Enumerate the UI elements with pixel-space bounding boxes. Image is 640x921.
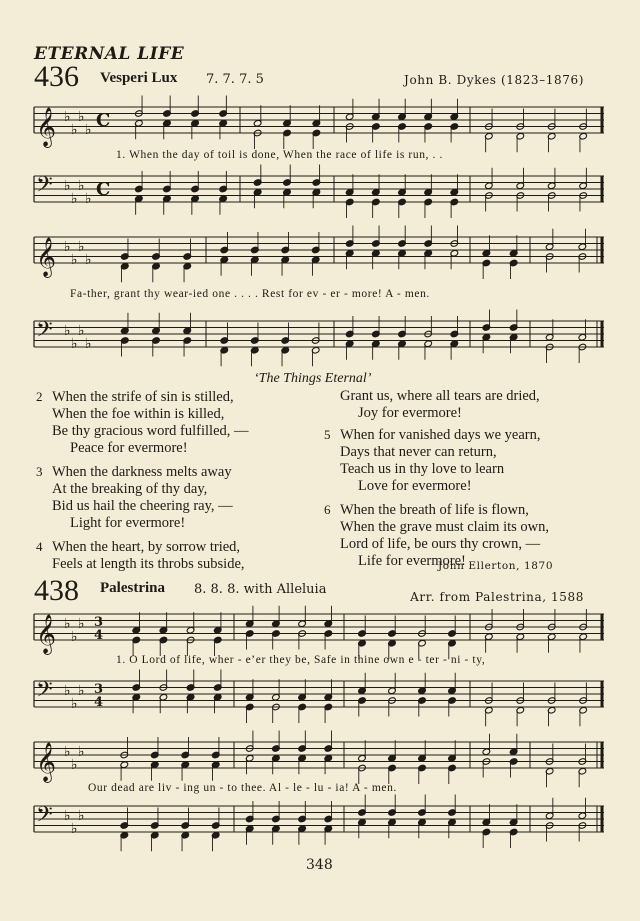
flat-icon: ♭ [71,190,78,207]
flat-icon: ♭ [71,695,78,712]
verse-3: 3 When the darkness melts away At the breaking of thy day, Bid us hail the cheering ray, — Light for evermore! [36,464,233,531]
flat-icon: ♭ [78,108,85,125]
hymn-number-436: 436 [34,60,79,93]
time-signature-top: 3 [94,682,104,697]
flat-icon: ♭ [85,251,92,268]
flat-icon: ♭ [78,743,85,760]
verses-right-column [324,388,549,570]
flat-icon: ♭ [78,238,85,255]
flat-icon: ♭ [64,615,71,632]
composer-438: Arr. from Palestrina, 1588 [410,590,584,604]
time-signature-top: 3 [94,615,104,630]
poem-author: John Ellerton, 1870 [438,560,554,572]
bass-clef-icon: 𝄢 [36,317,53,348]
lyric-438-line1: 1. O Lord of life, wher - e’er they be, Safe in thine own e - ter - ni - ty, [116,654,486,666]
verses-left-column [36,388,249,573]
treble-clef-icon: 𝄞 [36,742,57,782]
treble-clef-icon: 𝄞 [36,237,57,277]
lyric-436-line1: 1. When the day of toil is done, When the race of life is run, . . [116,149,443,161]
flat-icon: ♭ [78,322,85,339]
flat-icon: ♭ [71,820,78,837]
flat-icon: ♭ [64,743,71,760]
lyric-438-line2: Our dead are liv - ing un - to thee. Al - le - lu - ia! A - men. [88,782,397,794]
verse-6: 6 When the breath of life is flown, When the grave must claim its own, Lord of life, be ours thy crown, — Life for evermore! [324,502,549,569]
flat-icon: ♭ [85,335,92,352]
verse-2: 2 When the strife of sin is stilled, When the foe within is killed, Be thy gracious word fulfilled, — Peace for evermore! [36,389,249,456]
bass-clef-icon: 𝄢 [36,677,53,708]
meter-436: 7. 7. 7. 5 [206,72,264,87]
flat-icon: ♭ [78,177,85,194]
section-title: ETERNAL LIFE [34,44,185,64]
flat-icon: ♭ [78,682,85,699]
flat-icon: ♭ [78,807,85,824]
flat-icon: ♭ [78,615,85,632]
bass-clef-icon: 𝄢 [36,172,53,203]
time-signature-bottom: 4 [94,628,104,643]
flat-icon: ♭ [85,121,92,138]
flat-icon: ♭ [64,177,71,194]
flat-icon: ♭ [85,190,92,207]
treble-clef-icon: 𝄞 [36,107,57,147]
flat-icon: ♭ [71,628,78,645]
bass-clef-icon: 𝄢 [36,802,53,833]
flat-icon: ♭ [71,756,78,773]
tune-name-palestrina: Palestrina [100,580,165,596]
lyric-436-line2: Fa-ther, grant thy wear-ied one . . . . Rest for ev - er - more! A - men. [70,288,430,300]
composer-436: John B. Dykes (1823–1876) [404,73,584,87]
flat-icon: ♭ [64,807,71,824]
page-number: 348 [306,857,333,873]
flat-icon: ♭ [64,322,71,339]
flat-icon: ♭ [71,251,78,268]
flat-icon: ♭ [71,335,78,352]
time-signature-bottom: 4 [94,695,104,710]
flat-icon: ♭ [64,108,71,125]
verse-4-cont: Grant us, where all tears are dried, Joy for evermore! [340,388,540,421]
flat-icon: ♭ [71,121,78,138]
tune-name-vesperi-lux: Vesperi Lux [100,70,178,86]
verse-4: 4 When the heart, by sorrow tried, Feels at length its throbs subside, [36,539,245,572]
common-time-icon: C [96,110,111,131]
hymn-number-438: 438 [34,574,79,607]
treble-clef-icon: 𝄞 [36,614,57,654]
meter-438: 8. 8. 8. with Alleluia [194,582,327,597]
poem-title: ‘The Things Eternal’ [254,371,372,386]
flat-icon: ♭ [64,682,71,699]
common-time-icon: C [96,179,111,200]
verse-5: 5 When for vanished days we yearn, Days that never can return, Teach us in thy love to learn Love for evermore! [324,427,541,494]
flat-icon: ♭ [64,238,71,255]
